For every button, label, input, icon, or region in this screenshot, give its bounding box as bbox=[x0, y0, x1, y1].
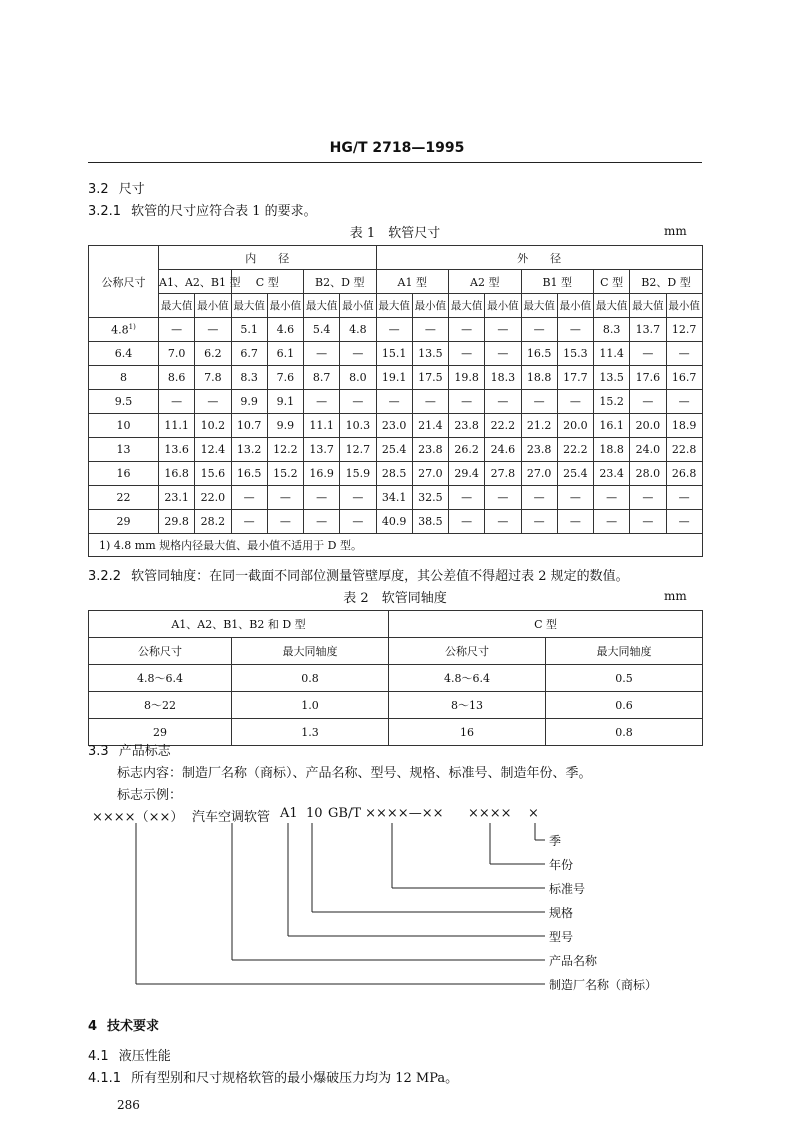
table1-cell: — bbox=[666, 390, 702, 414]
table1-outer-group: B1 型 bbox=[521, 270, 594, 294]
table1-cell: 15.2 bbox=[594, 390, 630, 414]
table1-cell: 7.0 bbox=[159, 342, 195, 366]
table1-cell: 20.0 bbox=[630, 414, 666, 438]
table1-cell: 10.3 bbox=[340, 414, 376, 438]
table1-size-value: 22 bbox=[116, 491, 131, 504]
table1-cell: — bbox=[195, 318, 231, 342]
table1-header-min: 最小值 bbox=[485, 294, 521, 318]
table2-caption: 表 2 软管同轴度 bbox=[343, 591, 447, 606]
table1-cell: — bbox=[521, 318, 557, 342]
section-4-title: 技术要求 bbox=[107, 1019, 160, 1034]
mark-label-season: 季 bbox=[549, 834, 562, 848]
table1-cell: 8.7 bbox=[304, 366, 340, 390]
table1-cell: 10.7 bbox=[231, 414, 267, 438]
table1-inner-group: B2、D 型 bbox=[304, 270, 377, 294]
table1-cell: 22.2 bbox=[557, 438, 593, 462]
table1-cell: 29.4 bbox=[449, 462, 485, 486]
table1-footnote: 1) 4.8 mm 规格内径最大值、最小值不适用于 D 型。 bbox=[89, 534, 703, 557]
table1-cell: — bbox=[485, 342, 521, 366]
mark-part-standard: GB/T ××××—×× bbox=[328, 806, 444, 821]
mark-label-type: 型号 bbox=[549, 930, 574, 944]
table1-cell: 25.4 bbox=[557, 462, 593, 486]
mark-label-size: 规格 bbox=[549, 906, 574, 920]
table1-cell: 17.5 bbox=[412, 366, 448, 390]
table1-cell: 18.8 bbox=[521, 366, 557, 390]
section-3-2-1-number: 3.2.1 bbox=[88, 204, 122, 219]
table1-header-min: 最小值 bbox=[412, 294, 448, 318]
table1-cell: 17.6 bbox=[630, 366, 666, 390]
section-4-1-1-text: 所有型别和尺寸规格软管的最小爆破压力均为 12 MPa。 bbox=[131, 1071, 459, 1086]
table1-cell: — bbox=[449, 390, 485, 414]
mark-content: 标志内容：制造厂名称（商标）、产品名称、型号、规格、标准号、制造年份、季。 bbox=[117, 766, 592, 781]
table1-cell: — bbox=[557, 390, 593, 414]
table1-header-max: 最大值 bbox=[159, 294, 195, 318]
table2-cell: 0.8 bbox=[546, 719, 703, 746]
section-3-3-number: 3.3 bbox=[88, 744, 109, 759]
table1-header-inner-diameter: 内 径 bbox=[159, 246, 377, 270]
table1-cell: 8.6 bbox=[159, 366, 195, 390]
table1-cell: 10.2 bbox=[195, 414, 231, 438]
table1-cell: — bbox=[666, 486, 702, 510]
table1-cell: 15.1 bbox=[376, 342, 412, 366]
table1-cell: — bbox=[594, 486, 630, 510]
table1-cell: — bbox=[304, 486, 340, 510]
table1-cell: 15.9 bbox=[340, 462, 376, 486]
table1-cell: — bbox=[521, 390, 557, 414]
table1-cell: 29.8 bbox=[159, 510, 195, 534]
mark-label-standard: 标准号 bbox=[549, 882, 586, 896]
table1-cell: — bbox=[449, 318, 485, 342]
table1-cell: 34.1 bbox=[376, 486, 412, 510]
table1-cell: 28.5 bbox=[376, 462, 412, 486]
table1-cell: — bbox=[557, 486, 593, 510]
table1-outer-group: C 型 bbox=[594, 270, 630, 294]
table1-cell: — bbox=[449, 342, 485, 366]
table1-cell: 19.8 bbox=[449, 366, 485, 390]
table1-cell: 4.8 bbox=[340, 318, 376, 342]
table1-cell: — bbox=[340, 486, 376, 510]
table1-cell: 5.1 bbox=[231, 318, 267, 342]
table1-cell: 13.6 bbox=[159, 438, 195, 462]
table1-header-max: 最大值 bbox=[449, 294, 485, 318]
table1-size-value: 8 bbox=[120, 371, 127, 384]
table1-cell: 13.7 bbox=[304, 438, 340, 462]
table1-cell: — bbox=[485, 486, 521, 510]
table1-header-max: 最大值 bbox=[630, 294, 666, 318]
table1-cell: 15.2 bbox=[267, 462, 303, 486]
table1-cell: 27.0 bbox=[521, 462, 557, 486]
table2-cell: 4.8～6.4 bbox=[389, 665, 546, 692]
table1-cell: 21.2 bbox=[521, 414, 557, 438]
table1-cell: — bbox=[231, 510, 267, 534]
section-3-2-2-number: 3.2.2 bbox=[88, 569, 122, 584]
table1-cell: 12.4 bbox=[195, 438, 231, 462]
table1-cell: — bbox=[376, 318, 412, 342]
table1-size-value: 16 bbox=[116, 467, 131, 480]
table1-header-min: 最小值 bbox=[267, 294, 303, 318]
table1-cell: 12.7 bbox=[666, 318, 702, 342]
mark-part-season: × bbox=[528, 806, 539, 821]
table1-cell: 16.5 bbox=[521, 342, 557, 366]
table1-cell: — bbox=[159, 318, 195, 342]
table1-outer-group: A1 型 bbox=[376, 270, 449, 294]
table1-cell: — bbox=[267, 486, 303, 510]
table1-unit: mm bbox=[664, 224, 687, 238]
section-4 bbox=[88, 1015, 159, 1034]
table1-cell: 16.1 bbox=[594, 414, 630, 438]
table1-cell: 13.5 bbox=[412, 342, 448, 366]
table1-cell: 11.1 bbox=[159, 414, 195, 438]
table1-cell: 28.0 bbox=[630, 462, 666, 486]
table1-cell: 6.1 bbox=[267, 342, 303, 366]
table1-cell: — bbox=[267, 510, 303, 534]
table1-cell: 22.0 bbox=[195, 486, 231, 510]
table1-outer-group: A2 型 bbox=[449, 270, 522, 294]
section-3-2-number: 3.2 bbox=[88, 182, 109, 197]
table2-header-size: 公称尺寸 bbox=[389, 638, 546, 665]
table1-cell: 9.9 bbox=[267, 414, 303, 438]
table1-cell: 11.4 bbox=[594, 342, 630, 366]
table1-cell: 32.5 bbox=[412, 486, 448, 510]
table1-caption: 表 1 软管尺寸 bbox=[349, 226, 441, 241]
table1-cell: — bbox=[195, 390, 231, 414]
table2-cell: 0.8 bbox=[232, 665, 389, 692]
table1-cell: 21.4 bbox=[412, 414, 448, 438]
table1-cell: 38.5 bbox=[412, 510, 448, 534]
table1-cell: — bbox=[340, 510, 376, 534]
table1-cell: — bbox=[231, 486, 267, 510]
table2-group-left: A1、A2、B1、B2 和 D 型 bbox=[89, 611, 389, 638]
table1-cell: — bbox=[304, 390, 340, 414]
table1-cell: 13.5 bbox=[594, 366, 630, 390]
table2-cell: 29 bbox=[89, 719, 232, 746]
table1-size-value: 10 bbox=[116, 419, 131, 432]
table2-header-size: 公称尺寸 bbox=[89, 638, 232, 665]
table1-cell: 7.8 bbox=[195, 366, 231, 390]
table1-cell: — bbox=[630, 486, 666, 510]
table2-unit: mm bbox=[664, 589, 687, 603]
table1-cell: 23.8 bbox=[449, 414, 485, 438]
table1-cell: — bbox=[449, 510, 485, 534]
table2-cell: 1.0 bbox=[232, 692, 389, 719]
table1-cell: — bbox=[485, 390, 521, 414]
table2-header-max: 最大同轴度 bbox=[232, 638, 389, 665]
table1-header-min: 最小值 bbox=[666, 294, 702, 318]
table1-cell: — bbox=[340, 342, 376, 366]
mark-part-product-name: 汽车空调软管 bbox=[192, 810, 271, 825]
table1-cell: 22.2 bbox=[485, 414, 521, 438]
table1-cell: 6.7 bbox=[231, 342, 267, 366]
table1-header-nominal-size: 公称尺寸 bbox=[89, 246, 159, 318]
table1-header-min: 最小值 bbox=[557, 294, 593, 318]
table1-cell: 18.3 bbox=[485, 366, 521, 390]
table1-cell: — bbox=[412, 390, 448, 414]
section-4-1-number: 4.1 bbox=[88, 1049, 109, 1064]
table1-cell: 19.1 bbox=[376, 366, 412, 390]
table1-cell: 8.3 bbox=[594, 318, 630, 342]
table1-cell: 16.5 bbox=[231, 462, 267, 486]
table1-cell: 15.6 bbox=[195, 462, 231, 486]
table1-cell: 11.1 bbox=[304, 414, 340, 438]
table1-outer-group: B2、D 型 bbox=[630, 270, 703, 294]
table1-size-value: 29 bbox=[116, 515, 131, 528]
table2-cell: 8～22 bbox=[89, 692, 232, 719]
table1-cell: — bbox=[304, 342, 340, 366]
table1-cell: 8.3 bbox=[231, 366, 267, 390]
section-4-1-title: 液压性能 bbox=[118, 1049, 171, 1064]
table1-header-max: 最大值 bbox=[594, 294, 630, 318]
table1-cell: 16.8 bbox=[159, 462, 195, 486]
table1-cell: 24.6 bbox=[485, 438, 521, 462]
section-4-1 bbox=[88, 1045, 171, 1064]
mark-label-manufacturer: 制造厂名称（商标） bbox=[549, 978, 658, 992]
table1-cell: 5.4 bbox=[304, 318, 340, 342]
table1-cell: — bbox=[340, 390, 376, 414]
table1-cell: 27.8 bbox=[485, 462, 521, 486]
table1-header-max: 最大值 bbox=[304, 294, 340, 318]
document-header: HG/T 2718—1995 bbox=[329, 140, 465, 156]
table1-inner-group: C 型 bbox=[231, 270, 304, 294]
table1-cell: — bbox=[521, 486, 557, 510]
section-3-2-1-text: 软管的尺寸应符合表 1 的要求。 bbox=[131, 204, 317, 219]
table1-header-min: 最小值 bbox=[340, 294, 376, 318]
table1-cell: 8.0 bbox=[340, 366, 376, 390]
table2-cell: 0.6 bbox=[546, 692, 703, 719]
mark-part-size: 10 bbox=[306, 806, 323, 821]
table1-cell: — bbox=[630, 390, 666, 414]
table1-cell: — bbox=[666, 510, 702, 534]
table1-cell: 12.2 bbox=[267, 438, 303, 462]
table1-size-value: 13 bbox=[116, 443, 131, 456]
table1-cell: 28.2 bbox=[195, 510, 231, 534]
section-4-1-1-number: 4.1.1 bbox=[88, 1071, 122, 1086]
table1-cell: 20.0 bbox=[557, 414, 593, 438]
section-3-2-title: 尺寸 bbox=[118, 182, 145, 197]
table1-inner-group: A1、A2、B1 型 bbox=[159, 270, 232, 294]
table1-cell: 13.7 bbox=[630, 318, 666, 342]
table1-cell: 23.0 bbox=[376, 414, 412, 438]
table1-cell: 22.8 bbox=[666, 438, 702, 462]
table1-size-value: 4.8 bbox=[111, 323, 129, 337]
table1-cell: — bbox=[557, 318, 593, 342]
table1-cell: 26.8 bbox=[666, 462, 702, 486]
table1-cell: — bbox=[304, 510, 340, 534]
table1-cell: 27.0 bbox=[412, 462, 448, 486]
table1-cell: 25.4 bbox=[376, 438, 412, 462]
table1-cell: 16.7 bbox=[666, 366, 702, 390]
table1-cell: — bbox=[630, 510, 666, 534]
table2-header-max: 最大同轴度 bbox=[546, 638, 703, 665]
table1-cell: 23.4 bbox=[594, 462, 630, 486]
table1-header-min: 最小值 bbox=[195, 294, 231, 318]
table1-cell: 40.9 bbox=[376, 510, 412, 534]
table1-cell: — bbox=[159, 390, 195, 414]
table1-cell: 23.1 bbox=[159, 486, 195, 510]
table1-cell: — bbox=[521, 510, 557, 534]
table1-cell: — bbox=[485, 510, 521, 534]
table1-cell: — bbox=[485, 318, 521, 342]
mark-part-year: ×××× bbox=[468, 806, 512, 821]
table1-cell: 23.8 bbox=[412, 438, 448, 462]
table1-cell: 6.2 bbox=[195, 342, 231, 366]
table1-cell: 9.9 bbox=[231, 390, 267, 414]
table1-cell: 26.2 bbox=[449, 438, 485, 462]
table1-cell: 9.1 bbox=[267, 390, 303, 414]
table1-cell: — bbox=[376, 390, 412, 414]
table1-cell: 23.8 bbox=[521, 438, 557, 462]
table1-footnote-ref: 1) bbox=[128, 322, 136, 331]
table2-cell: 4.8～6.4 bbox=[89, 665, 232, 692]
table1-cell: 24.0 bbox=[630, 438, 666, 462]
table1-size-value: 9.5 bbox=[114, 395, 133, 408]
table1-size-value: 6.4 bbox=[114, 347, 133, 360]
mark-part-type: A1 bbox=[280, 806, 298, 821]
table1-cell: 13.2 bbox=[231, 438, 267, 462]
table1-cell: 17.7 bbox=[557, 366, 593, 390]
table1-cell: 4.6 bbox=[267, 318, 303, 342]
table1-cell: 15.3 bbox=[557, 342, 593, 366]
table1-header-max: 最大值 bbox=[376, 294, 412, 318]
table1-cell: — bbox=[557, 510, 593, 534]
table1-cell: — bbox=[666, 342, 702, 366]
section-3-2-2-text: 软管同轴度：在同一截面不同部位测量管壁厚度，其公差值不得超过表 2 规定的数值。 bbox=[131, 569, 629, 584]
table2-cell: 8～13 bbox=[389, 692, 546, 719]
section-4-number: 4 bbox=[88, 1019, 98, 1034]
section-3-3-title: 产品标志 bbox=[118, 744, 171, 759]
section-4-1-1 bbox=[88, 1067, 458, 1086]
mark-part-manufacturer: ××××（××） bbox=[92, 810, 184, 825]
table2-cell: 1.3 bbox=[232, 719, 389, 746]
table1-cell: 18.8 bbox=[594, 438, 630, 462]
mark-example-label: 标志示例： bbox=[117, 788, 183, 803]
table2-group-right: C 型 bbox=[389, 611, 703, 638]
table2-cell: 16 bbox=[389, 719, 546, 746]
table1-cell: 16.9 bbox=[304, 462, 340, 486]
table1-header-outer-diameter: 外 径 bbox=[376, 246, 702, 270]
page-number: 286 bbox=[117, 1098, 140, 1112]
table1-header-max: 最大值 bbox=[231, 294, 267, 318]
mark-label-year: 年份 bbox=[549, 858, 574, 872]
table1-header-max: 最大值 bbox=[521, 294, 557, 318]
table1-cell: — bbox=[630, 342, 666, 366]
table1-cell: — bbox=[594, 510, 630, 534]
table1-cell: 7.6 bbox=[267, 366, 303, 390]
table1-cell: — bbox=[412, 318, 448, 342]
table2-cell: 0.5 bbox=[546, 665, 703, 692]
table1-cell: 18.9 bbox=[666, 414, 702, 438]
table1-cell: — bbox=[449, 486, 485, 510]
table1-cell: 12.7 bbox=[340, 438, 376, 462]
mark-label-product-name: 产品名称 bbox=[549, 954, 598, 968]
